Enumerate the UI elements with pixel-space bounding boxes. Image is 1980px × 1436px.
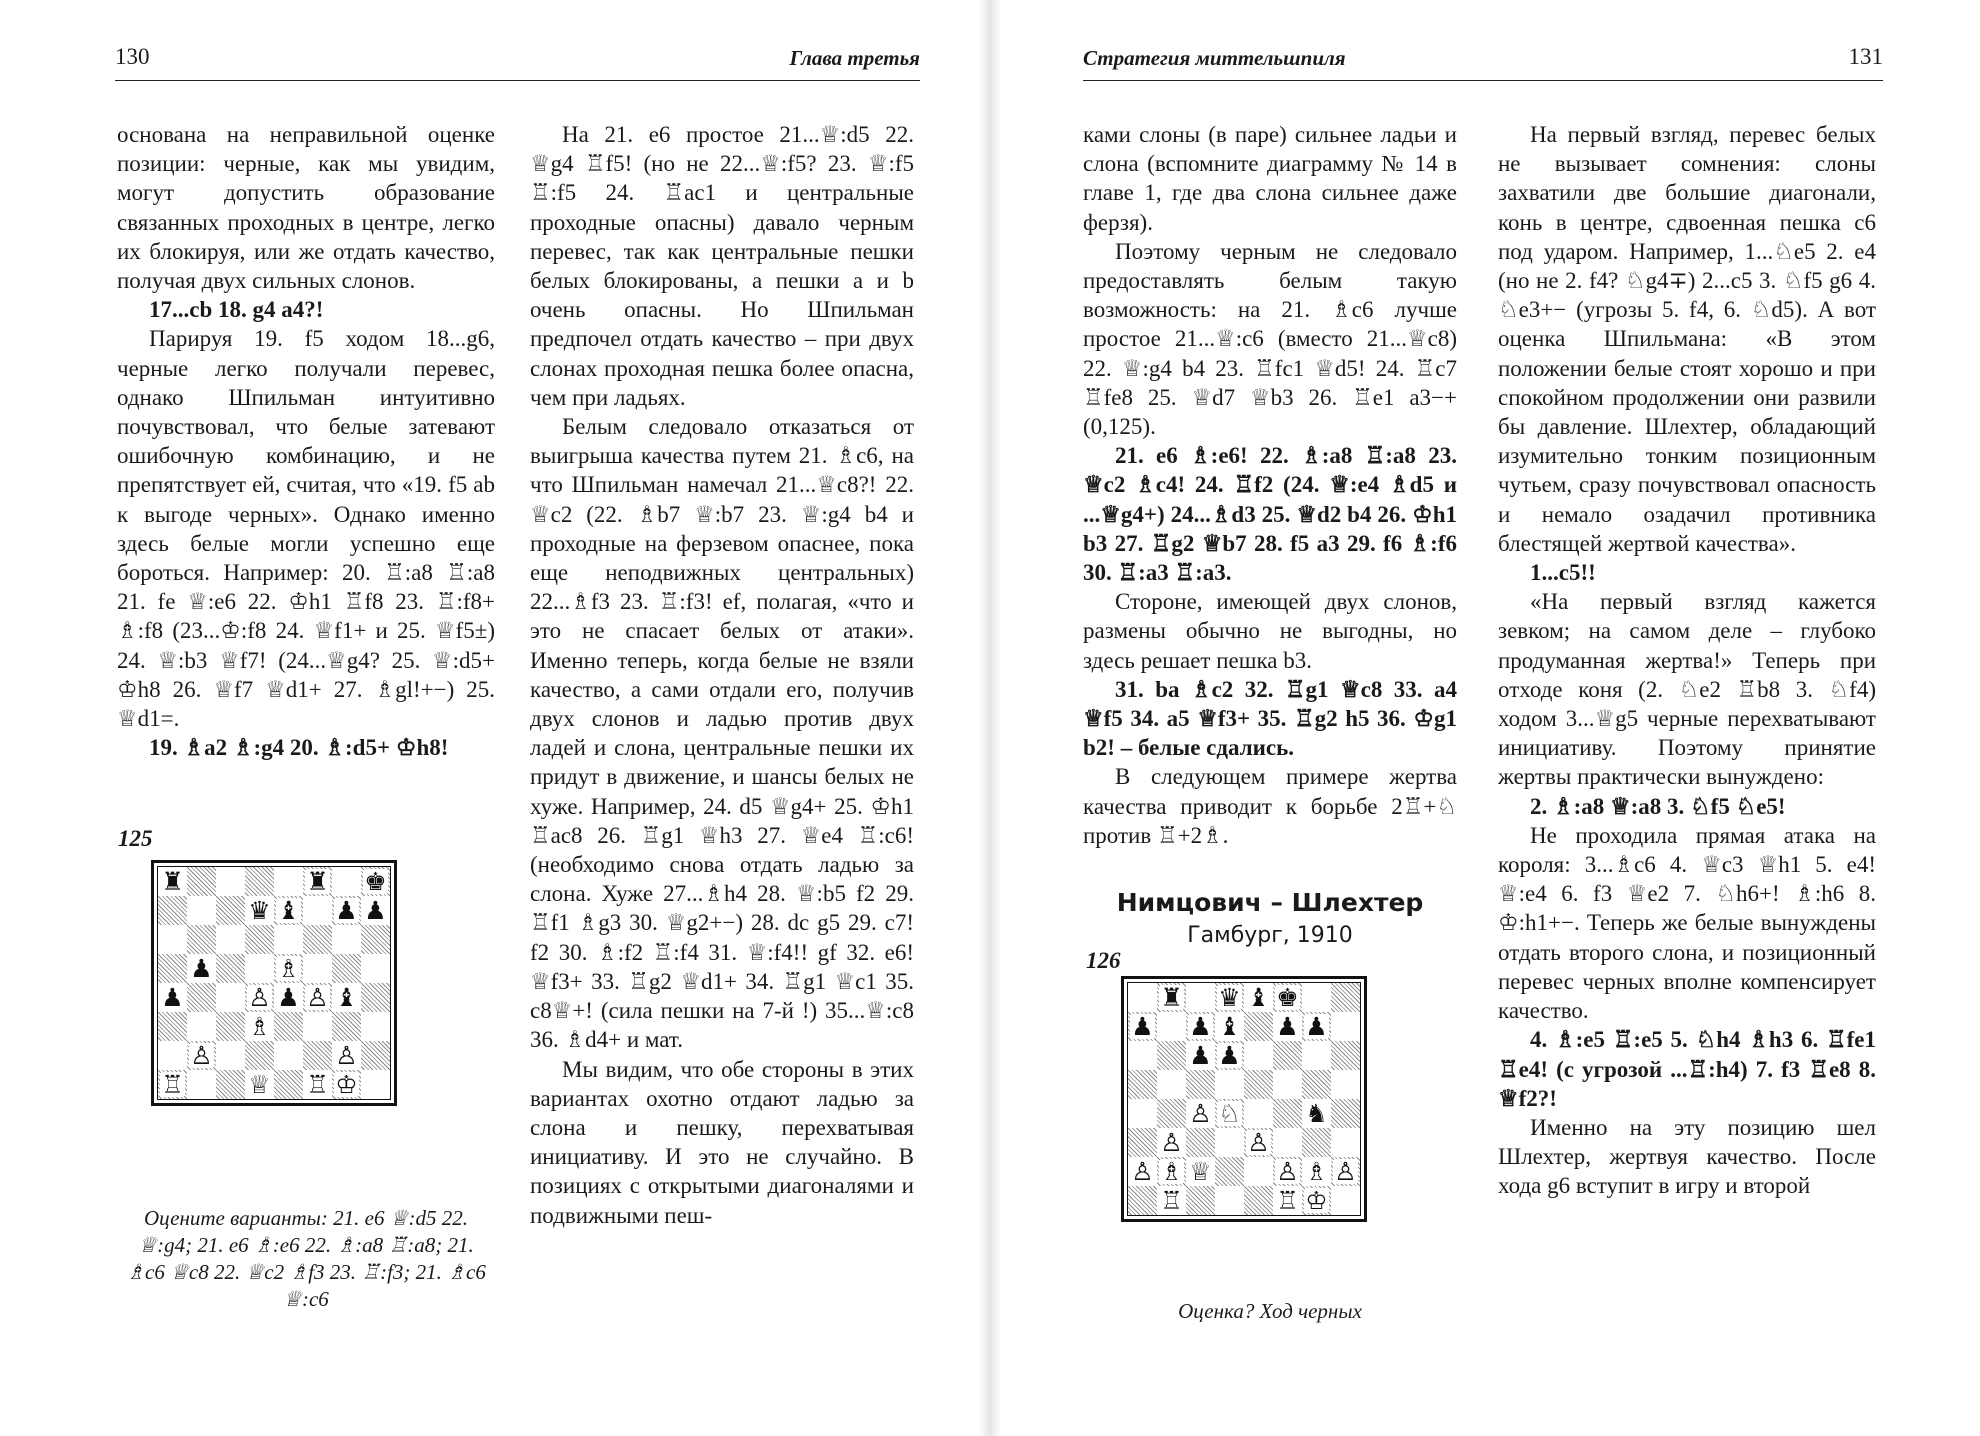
board-square bbox=[332, 954, 361, 983]
board-square bbox=[1157, 1157, 1186, 1186]
board-square bbox=[216, 1070, 245, 1099]
board-square bbox=[245, 1070, 274, 1099]
chess-piece-icon: ♙ bbox=[248, 983, 271, 1012]
board-square bbox=[361, 1041, 390, 1070]
right-page-header bbox=[1083, 44, 1883, 81]
paragraph: ками слоны (в паре) сильнее ладьи и слона (вспомните диаграмму № 14 в главе 1, где два слона сильнее даже ферзя). bbox=[1083, 122, 1457, 235]
board-square bbox=[1244, 983, 1273, 1012]
paragraph: 19. ♗а2 ♗:g4 20. ♗:d5+ ♔h8! bbox=[149, 735, 449, 761]
board-square bbox=[1157, 1070, 1186, 1099]
chess-piece-icon: ♙ bbox=[1247, 1128, 1270, 1157]
chess-piece-icon: ♗ bbox=[277, 954, 300, 983]
board-square bbox=[1302, 1099, 1331, 1128]
board-square bbox=[274, 867, 303, 896]
board-square bbox=[361, 954, 390, 983]
board-square bbox=[1186, 1070, 1215, 1099]
page-number: 130 bbox=[115, 44, 150, 69]
board-square bbox=[158, 867, 187, 896]
chess-piece-icon: ♚ bbox=[364, 867, 387, 896]
board-square bbox=[1244, 1186, 1273, 1215]
board-square bbox=[158, 896, 187, 925]
board-square bbox=[1331, 1157, 1360, 1186]
diagram-caption: Оценка? Ход черных bbox=[1178, 1299, 1362, 1323]
board-square bbox=[1302, 1041, 1331, 1070]
board-square bbox=[1273, 1070, 1302, 1099]
board-square bbox=[1157, 1186, 1186, 1215]
board-square bbox=[303, 1012, 332, 1041]
board-square bbox=[245, 983, 274, 1012]
board-square bbox=[216, 1041, 245, 1070]
board-square bbox=[1331, 1070, 1360, 1099]
board-square bbox=[187, 1070, 216, 1099]
chess-piece-icon: ♗ bbox=[248, 1012, 271, 1041]
chess-piece-icon: ♟ bbox=[190, 954, 213, 983]
chess-piece-icon: ♙ bbox=[306, 983, 329, 1012]
left-column-2 bbox=[530, 120, 914, 1230]
board-square bbox=[1273, 1186, 1302, 1215]
board-square bbox=[274, 896, 303, 925]
paragraph: В следующем примере жертва качества приводит к борьбе 2♖+♘ против ♖+2♗. bbox=[1083, 764, 1457, 848]
board-square bbox=[303, 1041, 332, 1070]
diagram-number: 125 bbox=[118, 826, 153, 851]
board-square bbox=[216, 896, 245, 925]
paragraph: основана на неправильной оценке позиции: черные, как мы увидим, могут допустить образование связанных проходных в центре, легко их блокируя, или же отдать качество, получая двух сильных слонов. bbox=[117, 122, 495, 294]
paragraph: 17...cb 18. g4 а4?! bbox=[149, 297, 324, 323]
board-square bbox=[1302, 983, 1331, 1012]
board-square bbox=[1128, 1157, 1157, 1186]
board-square bbox=[1157, 1128, 1186, 1157]
board-square bbox=[274, 1041, 303, 1070]
chess-piece-icon: ♘ bbox=[1218, 1099, 1241, 1128]
board-square bbox=[361, 896, 390, 925]
chess-piece-icon: ♜ bbox=[1160, 983, 1183, 1012]
section-title: Стратегия миттельшпиля bbox=[1083, 46, 1346, 70]
board-square bbox=[216, 867, 245, 896]
board-square bbox=[1273, 1012, 1302, 1041]
game-heading bbox=[1083, 886, 1457, 952]
board-square bbox=[1302, 1128, 1331, 1157]
board-square bbox=[1302, 1070, 1331, 1099]
board-square bbox=[158, 925, 187, 954]
board-square bbox=[332, 1041, 361, 1070]
board-square bbox=[332, 983, 361, 1012]
chess-piece-icon: ♖ bbox=[1276, 1186, 1299, 1215]
board-square bbox=[1331, 1012, 1360, 1041]
chess-piece-icon: ♙ bbox=[1160, 1128, 1183, 1157]
paragraph: 1...с5!! bbox=[1530, 560, 1596, 586]
chess-piece-icon: ♜ bbox=[306, 867, 329, 896]
diagram-number: 126 bbox=[1086, 948, 1121, 973]
board-square bbox=[1215, 1186, 1244, 1215]
board-square bbox=[245, 1012, 274, 1041]
board-square bbox=[187, 954, 216, 983]
board-square bbox=[1128, 1186, 1157, 1215]
board-square bbox=[1186, 1186, 1215, 1215]
board-square bbox=[1273, 983, 1302, 1012]
board-square bbox=[1128, 1041, 1157, 1070]
board-square bbox=[1215, 1128, 1244, 1157]
board-square bbox=[303, 983, 332, 1012]
board-square bbox=[361, 983, 390, 1012]
chess-piece-icon: ♖ bbox=[306, 1070, 329, 1099]
chess-piece-icon: ♟ bbox=[335, 896, 358, 925]
chess-piece-icon: ♙ bbox=[1131, 1157, 1154, 1186]
board-square bbox=[245, 1041, 274, 1070]
chess-piece-icon: ♛ bbox=[248, 896, 271, 925]
board-square bbox=[1244, 1041, 1273, 1070]
chessboard bbox=[157, 866, 391, 1100]
board-square bbox=[1273, 1099, 1302, 1128]
board-square bbox=[303, 1070, 332, 1099]
board-square bbox=[158, 1012, 187, 1041]
board-square bbox=[303, 867, 332, 896]
game-players: Нимцович – Шлехтер bbox=[1116, 888, 1424, 917]
paragraph: 4. ♗:е5 ♖:е5 5. ♘h4 ♗h3 6. ♖fe1 ♖е4! (с угрозой ...♖:h4) 7. f3 ♖е8 8. ♕f2?! bbox=[1498, 1027, 1876, 1111]
board-square bbox=[158, 983, 187, 1012]
right-page bbox=[990, 0, 1980, 1436]
chess-piece-icon: ♟ bbox=[277, 983, 300, 1012]
board-square bbox=[1244, 1012, 1273, 1041]
board-square bbox=[1331, 983, 1360, 1012]
board-square bbox=[187, 1041, 216, 1070]
paragraph: Стороне, имеющей двух слонов, размены обычно не выгодны, но здесь решает пешка b3. bbox=[1083, 589, 1457, 673]
chess-piece-icon: ♟ bbox=[1305, 1012, 1328, 1041]
chess-piece-icon: ♟ bbox=[1189, 1041, 1212, 1070]
paragraph: Именно на эту позицию шел Шлехтер, жертвуя качество. После хода g6 вступит в игру и второй bbox=[1498, 1114, 1876, 1199]
page-number: 131 bbox=[1848, 44, 1883, 69]
left-column-1 bbox=[117, 120, 495, 762]
board-square bbox=[1273, 1041, 1302, 1070]
board-square bbox=[1244, 1128, 1273, 1157]
left-page-header bbox=[115, 44, 920, 81]
chess-piece-icon: ♟ bbox=[1276, 1012, 1299, 1041]
board-square bbox=[1128, 1012, 1157, 1041]
board-square bbox=[1302, 1157, 1331, 1186]
board-square bbox=[1215, 1099, 1244, 1128]
chess-piece-icon: ♟ bbox=[161, 983, 184, 1012]
board-square bbox=[1331, 1186, 1360, 1215]
board-square bbox=[274, 983, 303, 1012]
board-square bbox=[158, 1070, 187, 1099]
board-square bbox=[245, 896, 274, 925]
chess-piece-icon: ♖ bbox=[1160, 1186, 1183, 1215]
paragraph: Поэтому черным не следовало предоставлять белым такую возможность: на 21. ♗с6 лучше простое 21...♕:с6 (вместо 21...♕с8) 22. ♕:g4 b4 23. ♖fc1 ♕d5! 24. ♖с7 ♖fe8 25. ♕d7 ♕b3 26. ♖е1 а3−+ (0,125). bbox=[1083, 238, 1457, 440]
board-square bbox=[187, 1012, 216, 1041]
chess-piece-icon: ♛ bbox=[1218, 983, 1241, 1012]
board-square bbox=[1331, 1041, 1360, 1070]
board-square bbox=[1331, 1099, 1360, 1128]
board-square bbox=[303, 954, 332, 983]
chess-piece-icon: ♚ bbox=[1276, 983, 1299, 1012]
board-square bbox=[1244, 1157, 1273, 1186]
board-square bbox=[1302, 1012, 1331, 1041]
board-square bbox=[1128, 1099, 1157, 1128]
board-square bbox=[245, 954, 274, 983]
chess-piece-icon: ♗ bbox=[1305, 1157, 1328, 1186]
paragraph: Парируя 19. f5 ходом 18...g6, черные легко получали перевес, однако Шпильман интуитивно почувствовал, что белые затевают ошибочную комбинацию, и не препятствует ей, считая, что «19. f5 ab к выгоде черных». Однако именно здесь белые могли успешно еще бороться. Например: 20. ♖:а8 ♖:а8 21. fe ♕:е6 22. ♔h1 ♖f8 23. ♖:f8+ ♗:f8 (23...♔:f8 24. ♕f1+ и 25. ♕f5±) 24. ♕:b3 ♕f7! (24...♕g4? 25. ♕:d5+ ♔h8 26. ♕f7 ♕d1+ 27. ♗gl!+−) 25. ♕d1=. bbox=[117, 326, 495, 732]
board-square bbox=[274, 1012, 303, 1041]
chess-diagram-126 bbox=[1121, 976, 1367, 1222]
paragraph: Белым следовало отказаться от выигрыша качества путем 21. ♗с6, на что Шпильман намечал 21...♕с8?! 22. ♕с2 (22. ♗b7 ♕:b7 23. ♕:g4 b4 и проходные на ферзевом опаснее, пока еще неподвижных центральных) 22...♗f3 23. ♖:f3! ef, полагая, «что и это не спасает белых от атаки». Именно теперь, когда белые не взяли качество, а сами отдали его, получив двух слонов и ладью против двух ладей и слона, центральные пешки их придут в движение, и шансы белых не хуже. Например, 24. d5 ♕g4+ 25. ♔h1 ♖ас8 26. ♖g1 ♕h3 27. ♕е4 ♖:с6! (необходимо снова отдать ладью за слона. Хуже 27...♗h4 28. ♕:b5 f2 29. ♖f1 ♗g3 30. ♕g2+−) 28. dc g5 29. с7! f2 30. ♗:f2 ♖:f4 31. ♕:f4!! gf 32. е6! ♕f3+ 33. ♖g2 ♕d1+ 34. ♖g1 ♕с1 35. с8♕+! (сила пешки на 7-й !) 35...♕:с8 36. ♗d4+ и мат. bbox=[530, 414, 914, 1053]
chess-piece-icon: ♙ bbox=[1189, 1099, 1212, 1128]
board-square bbox=[245, 925, 274, 954]
board-square bbox=[158, 1041, 187, 1070]
chess-piece-icon: ♞ bbox=[1305, 1099, 1328, 1128]
board-square bbox=[1157, 1099, 1186, 1128]
chess-piece-icon: ♗ bbox=[1160, 1157, 1183, 1186]
board-square bbox=[1128, 1128, 1157, 1157]
chess-piece-icon: ♟ bbox=[364, 896, 387, 925]
board-square bbox=[187, 983, 216, 1012]
board-square bbox=[1186, 1099, 1215, 1128]
chess-piece-icon: ♙ bbox=[1334, 1157, 1357, 1186]
board-square bbox=[303, 925, 332, 954]
chess-piece-icon: ♕ bbox=[1189, 1157, 1212, 1186]
board-square bbox=[332, 925, 361, 954]
board-square bbox=[1215, 1070, 1244, 1099]
chess-piece-icon: ♝ bbox=[277, 896, 300, 925]
board-square bbox=[361, 867, 390, 896]
board-square bbox=[1157, 1012, 1186, 1041]
paragraph: 31. bа ♗с2 32. ♖g1 ♕с8 33. а4 ♕f5 34. а5 ♕f3+ 35. ♖g2 h5 36. ♔g1 b2! – белые сдались. bbox=[1083, 676, 1457, 761]
board-square bbox=[1128, 1070, 1157, 1099]
chess-piece-icon: ♙ bbox=[1276, 1157, 1299, 1186]
chess-diagram-125 bbox=[151, 860, 397, 1106]
board-square bbox=[361, 1012, 390, 1041]
chessboard bbox=[1127, 982, 1361, 1216]
board-square bbox=[1215, 983, 1244, 1012]
board-square bbox=[361, 1070, 390, 1099]
board-square bbox=[1157, 1041, 1186, 1070]
chess-piece-icon: ♟ bbox=[1189, 1012, 1212, 1041]
board-square bbox=[332, 867, 361, 896]
paragraph: Не проходила прямая атака на короля: 3...♗с6 4. ♕с3 ♕h1 5. е4! ♕:е4 6. f3 ♕е2 7. ♘h6+! ♗:h6 8. ♔:h1+−. Теперь же белые вынуждены отдать второго слона, и позиционный перевес черных вполне компенсирует качество. bbox=[1498, 822, 1876, 1024]
board-square bbox=[216, 983, 245, 1012]
right-column-1 bbox=[1083, 120, 1457, 850]
diagram-caption: Оцените варианты: 21. е6 ♕:d5 22. ♕:g4; 21. е6 ♗:е6 22. ♗:а8 ♖:а8; 21. ♗с6 ♕с8 22. ♕с2 ♗f3 23. ♖:f3; 21. ♗с6 ♕:с6 bbox=[126, 1206, 486, 1311]
board-square bbox=[1215, 1012, 1244, 1041]
board-square bbox=[1186, 1128, 1215, 1157]
board-square bbox=[216, 925, 245, 954]
board-square bbox=[187, 867, 216, 896]
chess-piece-icon: ♟ bbox=[1131, 1012, 1154, 1041]
board-square bbox=[332, 896, 361, 925]
board-square bbox=[274, 1070, 303, 1099]
board-square bbox=[158, 954, 187, 983]
board-square bbox=[1157, 983, 1186, 1012]
board-square bbox=[1244, 1070, 1273, 1099]
board-square bbox=[1215, 1157, 1244, 1186]
chess-piece-icon: ♝ bbox=[1218, 1012, 1241, 1041]
chess-piece-icon: ♝ bbox=[335, 983, 358, 1012]
paragraph: Мы видим, что обе стороны в этих вариантах охотно отдают ладью за слона и пешку, перехватывая инициативу. И это не случайно. В позициях с открытыми диагоналями и подвижными пеш- bbox=[530, 1056, 914, 1228]
chess-piece-icon: ♙ bbox=[335, 1041, 358, 1070]
right-column-2 bbox=[1498, 120, 1876, 1201]
board-square bbox=[1186, 1012, 1215, 1041]
board-square bbox=[303, 896, 332, 925]
board-square bbox=[245, 867, 274, 896]
board-square bbox=[1215, 1041, 1244, 1070]
board-square bbox=[1128, 983, 1157, 1012]
paragraph: На 21. е6 простое 21...♕:d5 22. ♕g4 ♖f5! (но не 22...♕:f5? 23. ♕:f5 ♖:f5 24. ♖ас1 и центральные проходные опасны) давало черным перевес, так как центральные пешки белых блокированы, а пешки а и b очень опасны. Но Шпильман предпочел отдать качество – при двух слонах проходная пешка более опасна, чем при ладьях. bbox=[530, 122, 914, 410]
board-square bbox=[187, 925, 216, 954]
chess-piece-icon: ♕ bbox=[248, 1070, 271, 1099]
chess-piece-icon: ♝ bbox=[1247, 983, 1270, 1012]
board-square bbox=[361, 925, 390, 954]
board-square bbox=[1302, 1186, 1331, 1215]
chess-piece-icon: ♔ bbox=[335, 1070, 358, 1099]
board-square bbox=[1331, 1128, 1360, 1157]
board-square bbox=[1273, 1128, 1302, 1157]
paragraph: На первый взгляд, перевес белых не вызывает сомнения: слоны захватили две большие диагонали, конь в центре, сдвоенная пешка с6 под ударом. Например, 1...♘е5 2. е4 (но не 2. f4? ♘g4∓) 2...с5 3. ♘f5 g6 4. ♘е3+− (угрозы 5. f4, 6. ♘d5). А вот оценка Шпильмана: «В этом положении белые стоят хорошо и при спокойном продолжении они развили бы давление. Шлехтер, обладающий изумительно тонким позиционным чутьем, сразу почувствовал опасность и немало озадачил противника блестящей жертвой качества». bbox=[1498, 122, 1876, 556]
board-square bbox=[274, 925, 303, 954]
board-square bbox=[1244, 1099, 1273, 1128]
board-square bbox=[1273, 1157, 1302, 1186]
board-square bbox=[1186, 1041, 1215, 1070]
board-square bbox=[216, 1012, 245, 1041]
board-square bbox=[332, 1070, 361, 1099]
board-square bbox=[187, 896, 216, 925]
chess-piece-icon: ♟ bbox=[1218, 1041, 1241, 1070]
chess-piece-icon: ♖ bbox=[161, 1070, 184, 1099]
chess-piece-icon: ♙ bbox=[190, 1041, 213, 1070]
game-place: Гамбург, 1910 bbox=[1187, 923, 1353, 948]
chess-piece-icon: ♜ bbox=[161, 867, 184, 896]
chapter-title: Глава третья bbox=[789, 46, 920, 70]
paragraph: «На первый взгляд кажется зевком; на самом деле – глубоко продуманная жертва!» Теперь при отходе коня (2. ♘е2 ♖b8 3. ♘f4) ходом 3...♕g5 черные перехватывают инициативу. Поэтому принятие жертвы практически вынуждено: bbox=[1498, 589, 1876, 790]
board-square bbox=[332, 1012, 361, 1041]
paragraph: 2. ♗:а8 ♕:а8 3. ♘f5 ♘е5! bbox=[1530, 793, 1786, 819]
board-square bbox=[274, 954, 303, 983]
board-square bbox=[1186, 983, 1215, 1012]
board-square bbox=[216, 954, 245, 983]
board-square bbox=[1186, 1157, 1215, 1186]
paragraph: 21. е6 ♗:е6! 22. ♗:а8 ♖:а8 23. ♕с2 ♗с4! 24. ♖f2 (24. ♕:е4 ♗d5 и ...♕g4+) 24...♗d3 25. ♕d2 b4 26. ♔h1 b3 27. ♖g2 ♕b7 28. f5 а3 29. f6 ♗:f6 30. ♖:а3 ♖:а3. bbox=[1083, 443, 1457, 586]
chess-piece-icon: ♔ bbox=[1305, 1186, 1328, 1215]
